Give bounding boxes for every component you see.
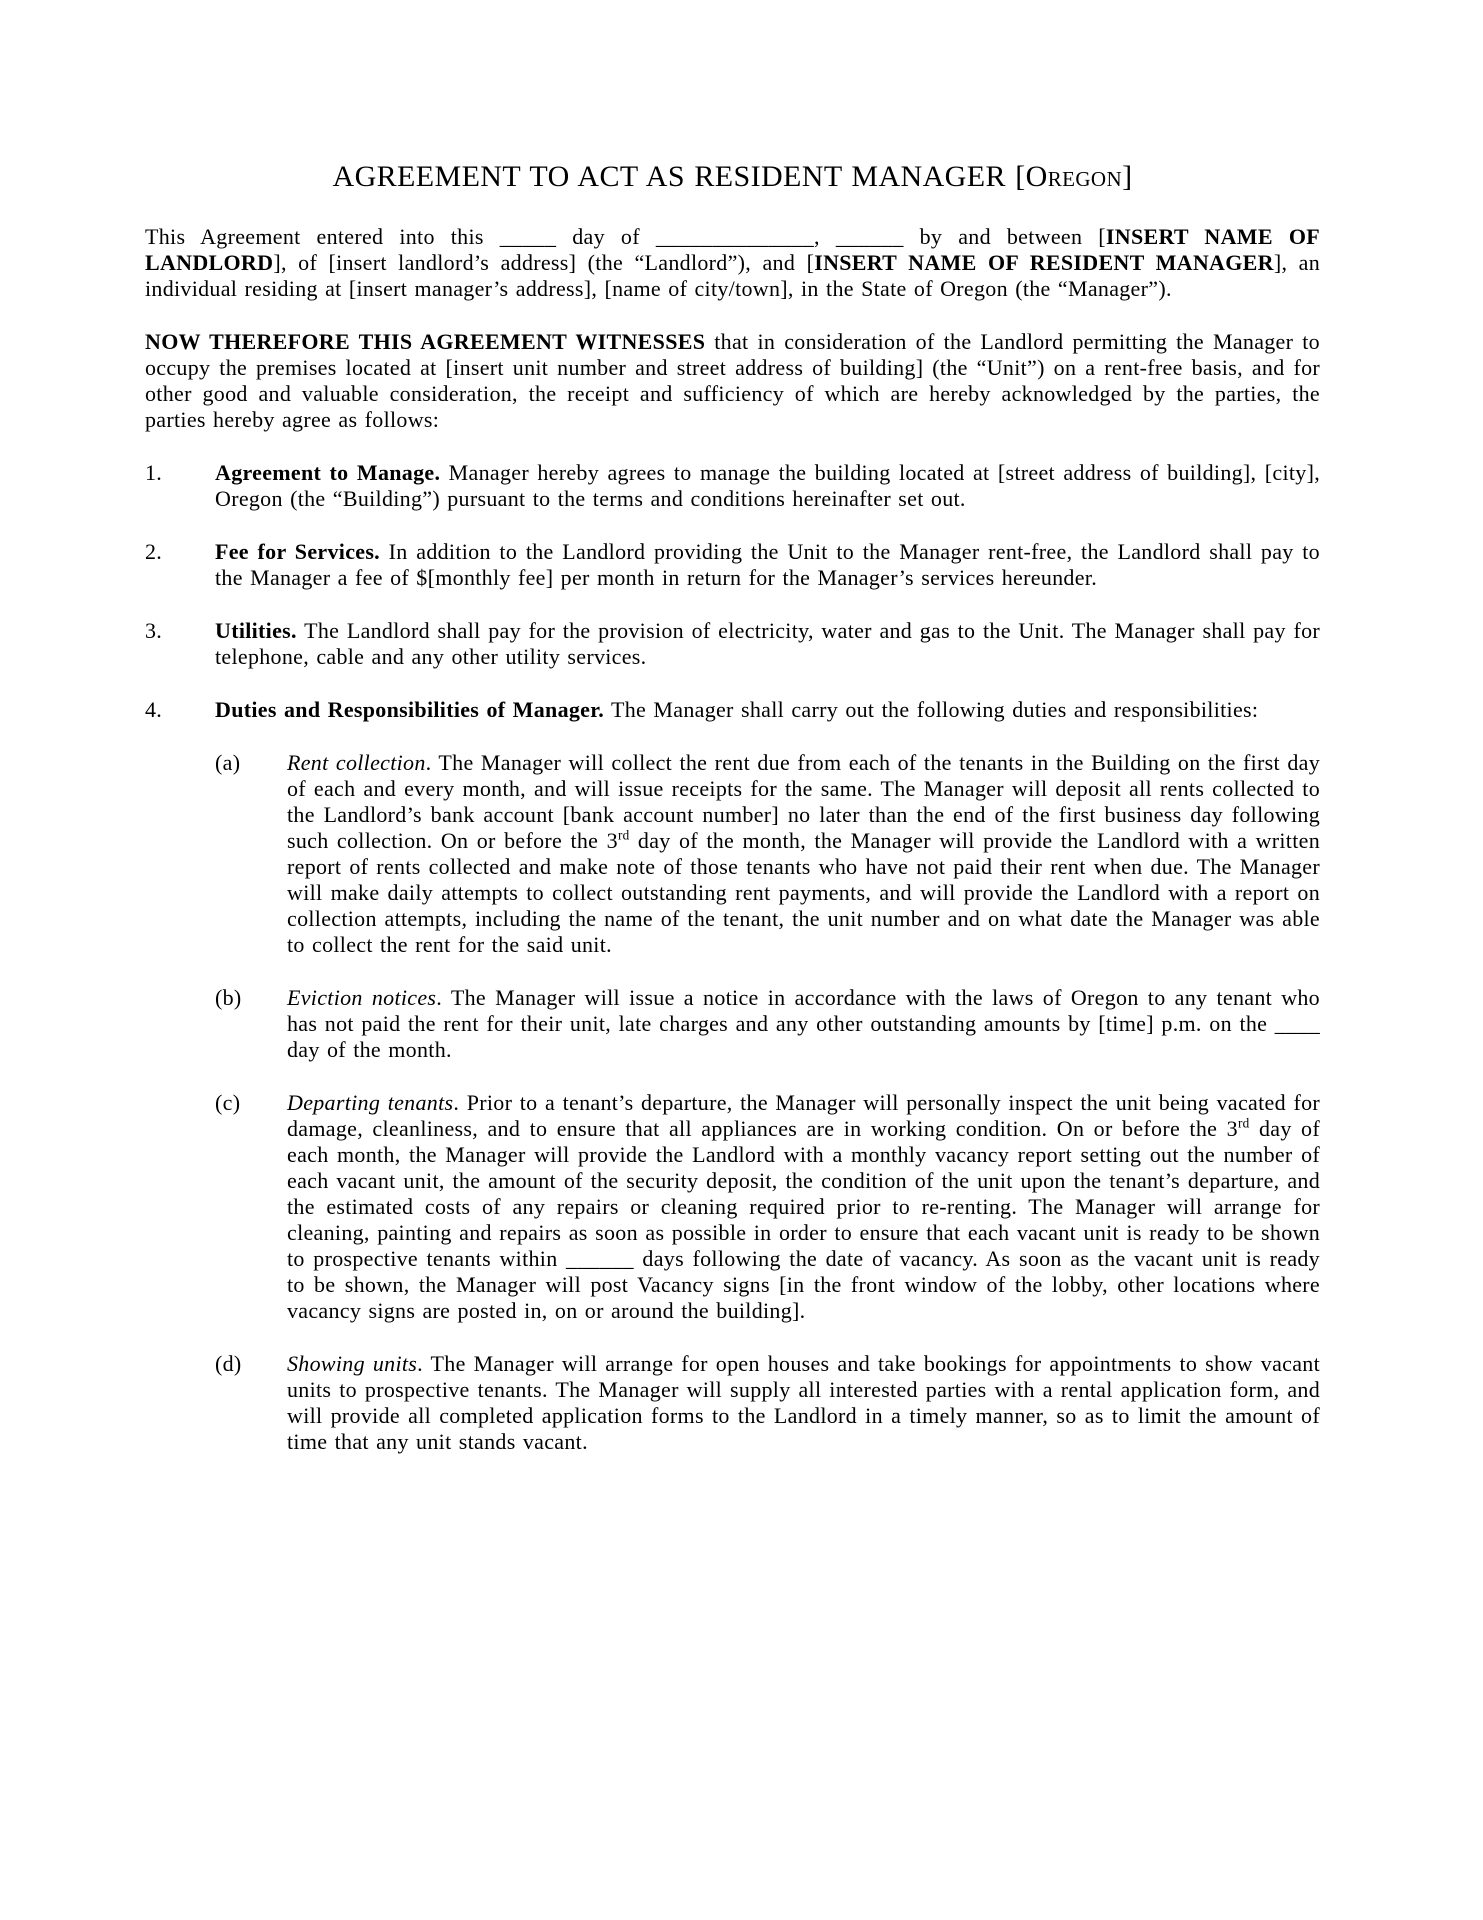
- text-run: . The Manager will arrange for open houses and take bookings for appointments to show vacant units to prospective tenants. The Manager will supply all interested parties with a rental application form, and will provide all completed application forms to the Landlord in a timely manner, so as to limit the amount of time that any unit stands vacant.: [287, 1351, 1320, 1454]
- text-run: that in consideration of the Landlord permitting the Manager to occupy the premises located at [insert unit number and street address of building] (the “Unit”) on a rent-free basis, and for other good and valuable consideration, the receipt and sufficiency of which are hereby acknowledged by the parties, the parties hereby agree as follows:: [145, 329, 1320, 432]
- text-run: day of each month, the Manager will provide the Landlord with a monthly vacancy report setting out the number of each vacant unit, the amount of the security deposit, the condition of the unit upon the tenant’s departure, and the estimated costs of any repairs or cleaning required prior to re-renting. The Manager will arrange for cleaning, painting and repairs as soon as possible in order to ensure that each vacant unit is ready to be shown to prospective tenants within ______ days following the date of vacancy. As soon as the vacant unit is ready to be shown, the Manager will post Vacancy signs [in the front window of the lobby, other locations where vacancy signs are posted in, on or around the building].: [287, 1116, 1320, 1323]
- text-run: This Agreement entered into this _____ day of ______________, ______ by and between [: [145, 224, 1106, 249]
- numbered-item: [145, 697, 1320, 1455]
- lettered-subitem: [215, 985, 1320, 1063]
- text-run: AGREEMENT TO ACT AS RESIDENT MANAGER [: [332, 160, 1026, 193]
- item-body: [215, 539, 1320, 591]
- item-number: 3.: [145, 618, 163, 643]
- text-run: ], an individual residing at [insert manager’s address], [name of city/town], in the State of Oregon (the “Manager”).: [145, 250, 1321, 301]
- item-text: [215, 539, 1320, 591]
- subitem-letter: (b): [215, 985, 242, 1010]
- text-run: Duties and Responsibilities of Manager.: [215, 697, 605, 722]
- item-body: [215, 460, 1320, 512]
- subitem-text: [287, 750, 1320, 958]
- text-run: The Manager shall carry out the following duties and responsibilities:: [604, 697, 1259, 722]
- text-run: INSERT NAME OF LANDLORD: [145, 224, 1320, 275]
- text-run: ]: [1122, 160, 1133, 193]
- text-run: NOW THEREFORE THIS AGREEMENT WITNESSES: [145, 329, 706, 354]
- text-run: INSERT NAME OF RESIDENT MANAGER: [814, 250, 1274, 275]
- text-run: Rent collection: [287, 750, 426, 775]
- item-number: 2.: [145, 539, 163, 564]
- subitems: [215, 750, 1320, 1455]
- text-run: Utilities.: [215, 618, 297, 643]
- text-run: Manager hereby agrees to manage the building located at [street address of building], [city], Oregon (the “Building”) pursuant to the terms and conditions hereinafter set out.: [215, 460, 1321, 511]
- numbered-item: [145, 618, 1320, 670]
- text-run: In addition to the Landlord providing the Unit to the Manager rent-free, the Landlord shall pay to the Manager a fee of $[monthly fee] per month in return for the Manager’s services hereunder.: [215, 539, 1320, 590]
- text-run: Eviction notices: [287, 985, 437, 1010]
- document-title: [145, 160, 1320, 194]
- text-run: Showing units: [287, 1351, 418, 1376]
- text-run: Oregon: [1025, 160, 1123, 193]
- text-run: . Prior to a tenant’s departure, the Manager will personally inspect the unit being vacated for damage, cleanliness, and to ensure that all appliances are in working condition. On or before the 3: [287, 1090, 1320, 1141]
- item-number: 4.: [145, 697, 163, 722]
- text-run: . The Manager will collect the rent due from each of the tenants in the Building on the first day of each and every month, and will issue receipts for the same. The Manager will deposit all rents collected to the Landlord’s bank account [bank account number] no later than the end of the first business day following such collection. On or before the 3: [287, 750, 1320, 853]
- text-run: . The Manager will issue a notice in accordance with the laws of Oregon to any tenant who has not paid the rent for their unit, late charges and any other outstanding amounts by [time] p.m. on the ____ day of the month.: [287, 985, 1320, 1062]
- item-text: [215, 460, 1320, 512]
- numbered-item: [145, 539, 1320, 591]
- subitem-text: [287, 1090, 1320, 1324]
- text-run: rd: [617, 827, 630, 843]
- item-body: [215, 697, 1320, 1455]
- text-run: Agreement to Manage.: [215, 460, 441, 485]
- item-text: [215, 618, 1320, 670]
- text-run: day of the month, the Manager will provide the Landlord with a written report of rents collected and make note of those tenants who have not paid their rent when due. The Manager will make daily attempts to collect outstanding rent payments, and will provide the Landlord with a report on collection attempts, including the name of the tenant, the unit number and on what date the Manager was able to collect the rent for the said unit.: [287, 828, 1320, 957]
- intro-paragraph: [145, 224, 1320, 302]
- witnesses-paragraph: [145, 329, 1320, 433]
- text-run: The Landlord shall pay for the provision of electricity, water and gas to the Unit. The Manager shall pay for telephone, cable and any other utility services.: [215, 618, 1320, 669]
- numbered-item: [145, 460, 1320, 512]
- item-body: [215, 618, 1320, 670]
- lettered-subitem: [215, 1090, 1320, 1324]
- numbered-items: [145, 460, 1320, 1455]
- text-run: Fee for Services.: [215, 539, 380, 564]
- subitem-text: [287, 1351, 1320, 1455]
- text-run: rd: [1237, 1115, 1250, 1131]
- item-number: 1.: [145, 460, 163, 485]
- text-run: Departing tenants: [287, 1090, 454, 1115]
- text-run: ], of [insert landlord’s address] (the “Landlord”), and [: [273, 250, 815, 275]
- subitem-text: [287, 985, 1320, 1063]
- item-text: [215, 697, 1320, 723]
- subitem-letter: (c): [215, 1090, 241, 1115]
- subitem-letter: (d): [215, 1351, 242, 1376]
- subitem-letter: (a): [215, 750, 241, 775]
- lettered-subitem: [215, 750, 1320, 958]
- lettered-subitem: [215, 1351, 1320, 1455]
